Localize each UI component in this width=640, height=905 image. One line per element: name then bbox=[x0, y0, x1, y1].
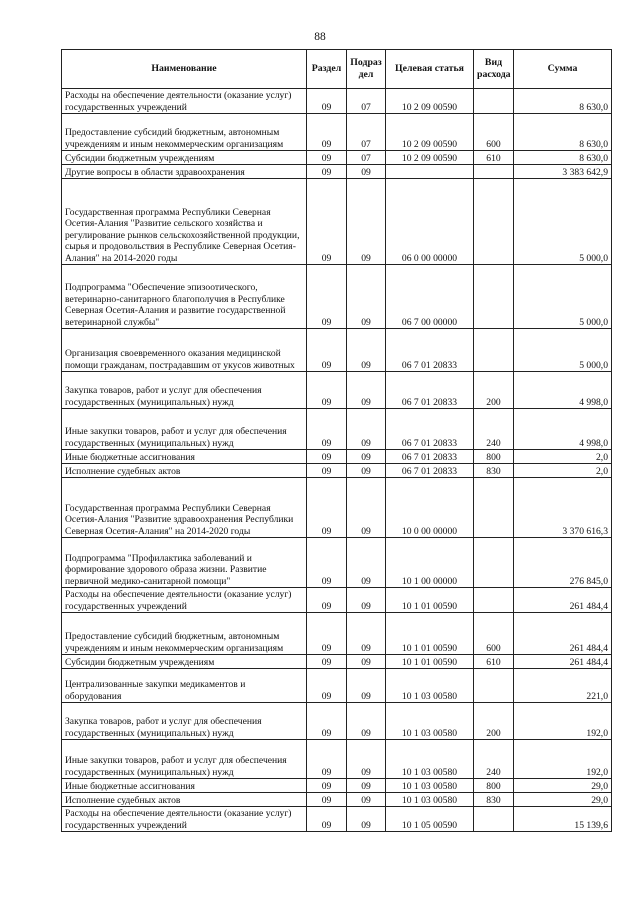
cell-target: 10 1 01 00590 bbox=[386, 613, 474, 655]
cell-sum: 4 998,0 bbox=[514, 409, 612, 450]
table-row bbox=[62, 464, 612, 478]
table-row bbox=[62, 265, 612, 329]
cell-sum: 29,0 bbox=[514, 779, 612, 793]
cell-section: 09 bbox=[307, 669, 347, 703]
cell-subsection: 09 bbox=[347, 179, 386, 265]
cell-subsection: 09 bbox=[347, 478, 386, 538]
cell-type: 800 bbox=[474, 450, 514, 464]
cell-type: 200 bbox=[474, 703, 514, 740]
table-row bbox=[62, 703, 612, 740]
cell-type: 610 bbox=[474, 655, 514, 669]
cell-sum: 261 484,4 bbox=[514, 588, 612, 613]
cell-sum: 8 630,0 bbox=[514, 151, 612, 165]
cell-subsection: 09 bbox=[347, 703, 386, 740]
cell-name: Расходы на обеспечение деятельности (оказание услуг) государственных учреждений bbox=[62, 89, 307, 114]
cell-name: Исполнение судебных актов bbox=[62, 793, 307, 807]
table-row bbox=[62, 372, 612, 409]
cell-name: Предоставление субсидий бюджетным, автономным учреждениям и иным некоммерческим организациям bbox=[62, 613, 307, 655]
cell-subsection: 09 bbox=[347, 265, 386, 329]
cell-sum: 192,0 bbox=[514, 703, 612, 740]
cell-subsection: 09 bbox=[347, 793, 386, 807]
cell-section: 09 bbox=[307, 450, 347, 464]
header-sum: Сумма bbox=[514, 50, 612, 89]
cell-section: 09 bbox=[307, 179, 347, 265]
cell-target: 10 1 01 00590 bbox=[386, 588, 474, 613]
table-row bbox=[62, 179, 612, 265]
cell-section: 09 bbox=[307, 165, 347, 179]
cell-type bbox=[474, 179, 514, 265]
cell-target: 10 1 00 00000 bbox=[386, 538, 474, 588]
table-row bbox=[62, 793, 612, 807]
cell-sum: 3 383 642,9 bbox=[514, 165, 612, 179]
cell-sum: 5 000,0 bbox=[514, 265, 612, 329]
cell-target: 10 2 09 00590 bbox=[386, 89, 474, 114]
cell-sum: 3 370 616,3 bbox=[514, 478, 612, 538]
page-number: 88 bbox=[314, 31, 326, 43]
header-subsection: Подраз дел bbox=[347, 50, 386, 89]
cell-target: 10 1 03 00580 bbox=[386, 703, 474, 740]
cell-section: 09 bbox=[307, 89, 347, 114]
cell-section: 09 bbox=[307, 114, 347, 151]
cell-type bbox=[474, 538, 514, 588]
table-row bbox=[62, 613, 612, 655]
cell-section: 09 bbox=[307, 588, 347, 613]
cell-sum: 276 845,0 bbox=[514, 538, 612, 588]
table-row bbox=[62, 450, 612, 464]
budget-table bbox=[61, 49, 612, 832]
cell-target: 10 1 03 00580 bbox=[386, 793, 474, 807]
cell-type: 610 bbox=[474, 151, 514, 165]
cell-name: Иные бюджетные ассигнования bbox=[62, 450, 307, 464]
cell-sum: 4 998,0 bbox=[514, 372, 612, 409]
cell-subsection: 09 bbox=[347, 538, 386, 588]
cell-sum: 15 139,6 bbox=[514, 807, 612, 832]
cell-sum: 5 000,0 bbox=[514, 179, 612, 265]
cell-subsection: 09 bbox=[347, 740, 386, 779]
cell-subsection: 09 bbox=[347, 464, 386, 478]
cell-type bbox=[474, 588, 514, 613]
cell-subsection: 09 bbox=[347, 807, 386, 832]
cell-sum: 261 484,4 bbox=[514, 655, 612, 669]
table-row bbox=[62, 779, 612, 793]
cell-subsection: 09 bbox=[347, 165, 386, 179]
table-row bbox=[62, 740, 612, 779]
table-row bbox=[62, 114, 612, 151]
cell-target: 10 1 05 00590 bbox=[386, 807, 474, 832]
table-row bbox=[62, 165, 612, 179]
cell-name: Организация своевременного оказания медицинской помощи гражданам, пострадавшим от укусов животных bbox=[62, 329, 307, 372]
cell-target: 10 1 03 00580 bbox=[386, 669, 474, 703]
cell-name: Субсидии бюджетным учреждениям bbox=[62, 655, 307, 669]
cell-section: 09 bbox=[307, 807, 347, 832]
cell-section: 09 bbox=[307, 793, 347, 807]
cell-target: 06 7 00 00000 bbox=[386, 265, 474, 329]
cell-subsection: 09 bbox=[347, 450, 386, 464]
cell-name: Иные закупки товаров, работ и услуг для обеспечения государственных (муниципальных) нужд bbox=[62, 740, 307, 779]
cell-type: 830 bbox=[474, 464, 514, 478]
cell-sum: 261 484,4 bbox=[514, 613, 612, 655]
cell-name: Подпрограмма "Профилактика заболеваний и формирование здорового образа жизни. Развитие первичной медико-санитарной помощи" bbox=[62, 538, 307, 588]
cell-section: 09 bbox=[307, 464, 347, 478]
cell-section: 09 bbox=[307, 265, 347, 329]
cell-target: 10 2 09 00590 bbox=[386, 114, 474, 151]
cell-name: Закупка товаров, работ и услуг для обеспечения государственных (муниципальных) нужд bbox=[62, 372, 307, 409]
cell-section: 09 bbox=[307, 372, 347, 409]
cell-subsection: 09 bbox=[347, 613, 386, 655]
table-row bbox=[62, 655, 612, 669]
cell-name: Другие вопросы в области здравоохранения bbox=[62, 165, 307, 179]
cell-sum: 8 630,0 bbox=[514, 114, 612, 151]
cell-type: 800 bbox=[474, 779, 514, 793]
cell-subsection: 09 bbox=[347, 779, 386, 793]
cell-subsection: 09 bbox=[347, 329, 386, 372]
cell-section: 09 bbox=[307, 151, 347, 165]
cell-target: 10 1 01 00590 bbox=[386, 655, 474, 669]
cell-name: Исполнение судебных актов bbox=[62, 464, 307, 478]
cell-section: 09 bbox=[307, 779, 347, 793]
cell-sum: 2,0 bbox=[514, 464, 612, 478]
header-target: Целевая статья bbox=[386, 50, 474, 89]
cell-type bbox=[474, 669, 514, 703]
cell-name: Предоставление субсидий бюджетным, автономным учреждениям и иным некоммерческим организациям bbox=[62, 114, 307, 151]
cell-name: Государственная программа Республики Северная Осетия-Алания "Развитие здравоохранения Республики Северная Осетия-Алания" на 2014-2020 годы bbox=[62, 478, 307, 538]
cell-name: Иные закупки товаров, работ и услуг для обеспечения государственных (муниципальных) нужд bbox=[62, 409, 307, 450]
cell-name: Закупка товаров, работ и услуг для обеспечения государственных (муниципальных) нужд bbox=[62, 703, 307, 740]
cell-target: 06 7 01 20833 bbox=[386, 450, 474, 464]
cell-section: 09 bbox=[307, 655, 347, 669]
cell-target: 06 0 00 00000 bbox=[386, 179, 474, 265]
cell-type bbox=[474, 329, 514, 372]
cell-name: Расходы на обеспечение деятельности (оказание услуг) государственных учреждений bbox=[62, 588, 307, 613]
cell-target: 10 2 09 00590 bbox=[386, 151, 474, 165]
cell-name: Государственная программа Республики Северная Осетия-Алания "Развитие сельского хозяйства и регулирование рынков сельскохозяйственной продукции, сырья и продовольствия в Республике Северная Осетия-Алания" на 2014-2020 годы bbox=[62, 179, 307, 265]
cell-name: Иные бюджетные ассигнования bbox=[62, 779, 307, 793]
cell-name: Подпрограмма "Обеспечение эпизоотического, ветеринарно-санитарного благополучия в Республике Северная Осетия-Алания и развитие государственной ветеринарной службы" bbox=[62, 265, 307, 329]
table-row bbox=[62, 669, 612, 703]
cell-sum: 8 630,0 bbox=[514, 89, 612, 114]
cell-name: Субсидии бюджетным учреждениям bbox=[62, 151, 307, 165]
cell-target: 10 0 00 00000 bbox=[386, 478, 474, 538]
cell-target: 06 7 01 20833 bbox=[386, 409, 474, 450]
table-row bbox=[62, 329, 612, 372]
cell-target: 06 7 01 20833 bbox=[386, 329, 474, 372]
cell-subsection: 09 bbox=[347, 588, 386, 613]
cell-section: 09 bbox=[307, 409, 347, 450]
cell-target: 06 7 01 20833 bbox=[386, 464, 474, 478]
table-row bbox=[62, 807, 612, 832]
cell-section: 09 bbox=[307, 613, 347, 655]
cell-target: 10 1 03 00580 bbox=[386, 779, 474, 793]
table-row bbox=[62, 478, 612, 538]
cell-target: 06 7 01 20833 bbox=[386, 372, 474, 409]
cell-type bbox=[474, 165, 514, 179]
cell-type bbox=[474, 478, 514, 538]
table-header-row bbox=[62, 50, 612, 89]
table-row bbox=[62, 409, 612, 450]
cell-sum: 221,0 bbox=[514, 669, 612, 703]
cell-subsection: 09 bbox=[347, 669, 386, 703]
cell-subsection: 07 bbox=[347, 151, 386, 165]
cell-sum: 5 000,0 bbox=[514, 329, 612, 372]
cell-sum: 192,0 bbox=[514, 740, 612, 779]
cell-name: Расходы на обеспечение деятельности (оказание услуг) государственных учреждений bbox=[62, 807, 307, 832]
cell-type: 830 bbox=[474, 793, 514, 807]
cell-target: 10 1 03 00580 bbox=[386, 740, 474, 779]
cell-subsection: 07 bbox=[347, 89, 386, 114]
cell-type bbox=[474, 265, 514, 329]
cell-type bbox=[474, 89, 514, 114]
header-section: Раздел bbox=[307, 50, 347, 89]
header-expense-type: Вид расхода bbox=[474, 50, 514, 89]
cell-section: 09 bbox=[307, 329, 347, 372]
cell-section: 09 bbox=[307, 703, 347, 740]
cell-subsection: 07 bbox=[347, 114, 386, 151]
cell-type: 240 bbox=[474, 740, 514, 779]
header-name: Наименование bbox=[62, 50, 307, 89]
table-body bbox=[62, 89, 612, 832]
cell-type: 240 bbox=[474, 409, 514, 450]
cell-section: 09 bbox=[307, 740, 347, 779]
cell-subsection: 09 bbox=[347, 409, 386, 450]
cell-target bbox=[386, 165, 474, 179]
cell-name: Централизованные закупки медикаментов и оборудования bbox=[62, 669, 307, 703]
cell-type: 200 bbox=[474, 372, 514, 409]
cell-subsection: 09 bbox=[347, 655, 386, 669]
cell-section: 09 bbox=[307, 478, 347, 538]
cell-sum: 29,0 bbox=[514, 793, 612, 807]
table-row bbox=[62, 538, 612, 588]
cell-sum: 2,0 bbox=[514, 450, 612, 464]
cell-type bbox=[474, 807, 514, 832]
table-row bbox=[62, 89, 612, 114]
table-row bbox=[62, 588, 612, 613]
cell-type: 600 bbox=[474, 613, 514, 655]
cell-type: 600 bbox=[474, 114, 514, 151]
cell-section: 09 bbox=[307, 538, 347, 588]
table-row bbox=[62, 151, 612, 165]
cell-subsection: 09 bbox=[347, 372, 386, 409]
